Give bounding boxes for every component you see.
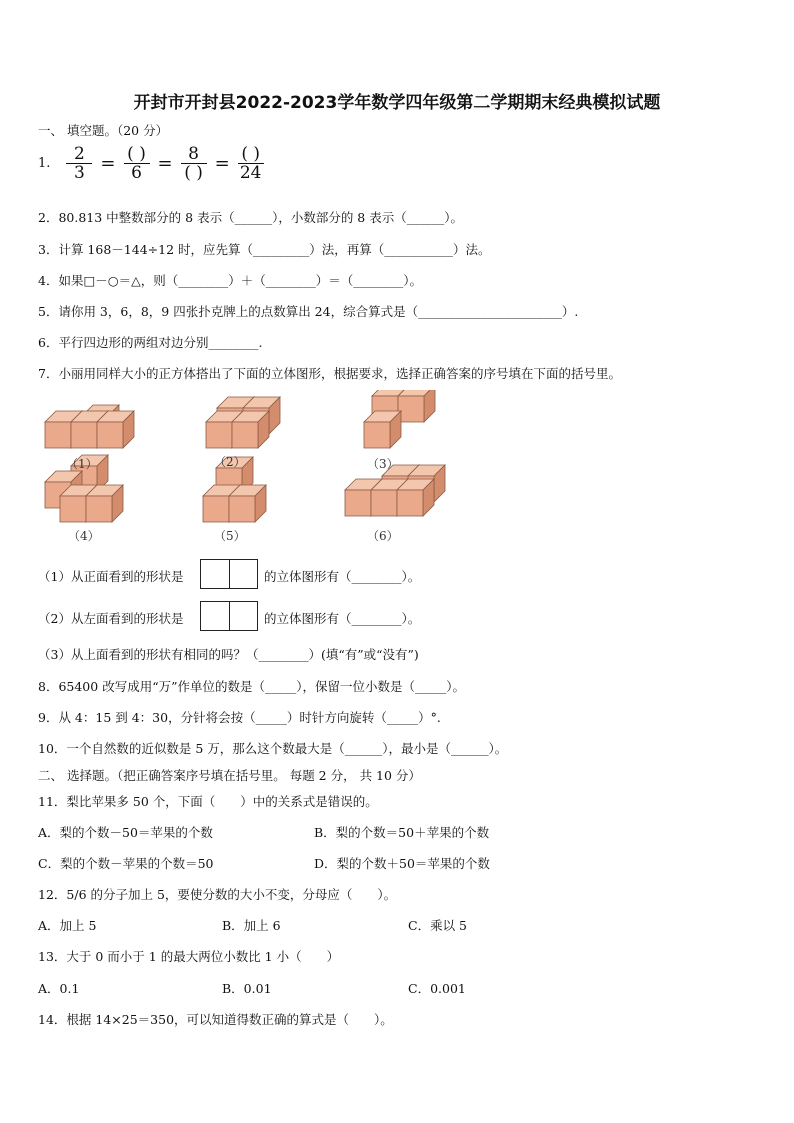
fraction-4: [238, 145, 264, 182]
question-7-2-prefix: （2）从左面看到的形状是: [38, 611, 184, 626]
figure-6-caption: （6）: [367, 529, 399, 543]
question-7-1-prefix: （1）从正面看到的形状是: [38, 569, 184, 584]
question-4: 4．如果□－○＝△，则（________）＋（________）＝（________）。: [38, 273, 423, 288]
fraction-2: [124, 145, 150, 182]
section-1-heading: 一、 填空题。（20 分）: [38, 123, 169, 138]
q13-option-c: C．0.001: [408, 981, 466, 996]
question-8: 8．65400 改写成用“万”作单位的数是（_____），保留一位小数是（_____）。: [38, 679, 465, 694]
front-view-shape: [200, 559, 258, 589]
figure-5-caption: （5）: [214, 529, 246, 543]
figure-1-caption: （1）: [66, 457, 98, 471]
question-5: 5．请你用 3，6，8，9 四张扑克牌上的点数算出 24，综合算式是（_______________________）.: [38, 304, 579, 319]
figure-2-caption: （2）: [214, 455, 246, 469]
question-11: 11．梨比苹果多 50 个，下面（ ）中的关系式是错误的。: [38, 794, 378, 809]
fig6-c2-front: [371, 490, 397, 516]
left-view-shape: [200, 601, 258, 631]
q11-option-c: C．梨的个数－苹果的个数＝50: [38, 856, 214, 871]
question-6: 6．平行四边形的两组对边分别________.: [38, 335, 263, 350]
question-13: 13．大于 0 而小于 1 的最大两位小数比 1 小（ ）: [38, 949, 340, 964]
question-1: [38, 145, 266, 182]
equals-sign: =: [100, 153, 116, 174]
fig1-c3-front: [97, 422, 123, 448]
fraction-4-numerator: ( ): [238, 145, 264, 164]
fraction-4-denominator: 24: [239, 163, 262, 183]
q12-option-c: C．乘以 5: [408, 918, 467, 933]
fig3-top2-side: [424, 390, 435, 422]
figure-4-caption: （4）: [68, 529, 100, 543]
fraction-2-numerator: ( ): [124, 145, 150, 164]
question-10: 10．一个自然数的近似数是 5 万，那么这个数最大是（______），最小是（______）。: [38, 741, 508, 756]
question-9: 9．从 4：15 到 4：30，分针将会按（_____）时针方向旋转（_____）°.: [38, 710, 441, 725]
fig1-c1-front: [45, 422, 71, 448]
fig4-c2-front: [60, 496, 86, 522]
question-7: 7．小丽用同样大小的正方体搭出了下面的立体图形，根据要求，选择正确答案的序号填在下面的括号里。: [38, 366, 621, 381]
question-7-3: （3）从上面看到的形状有相同的吗？（________）(填“有”或“没有”): [38, 647, 419, 662]
question-7-2-suffix: 的立体图形有（________）。: [264, 611, 421, 626]
q11-option-a: A．梨的个数－50＝苹果的个数: [38, 825, 213, 840]
question-12: 12．5/6 的分子加上 5，要使分数的大小不变，分母应（ ）。: [38, 887, 397, 902]
question-2: 2．80.813 中整数部分的 8 表示（______），小数部分的 8 表示（______）。: [38, 210, 463, 225]
question-14: 14．根据 14×25＝350，可以知道得数正确的算式是（ ）。: [38, 1012, 393, 1027]
q12-option-a: A．加上 5: [38, 918, 97, 933]
q11-option-b: B．梨的个数＝50＋苹果的个数: [314, 825, 490, 840]
fig2-c2-front: [232, 422, 258, 448]
fraction-3-numerator: 8: [181, 145, 207, 164]
fraction-3-denominator: ( ): [184, 163, 203, 183]
fig6-c3-front: [397, 490, 423, 516]
fig3-bottom-front: [364, 422, 390, 448]
q13-option-a: A．0.1: [38, 981, 80, 996]
fig5-c2-front: [229, 496, 255, 522]
question-3: 3．计算 168－144÷12 时，应先算（_________）法，再算（___________）法。: [38, 242, 491, 257]
q12-option-b: B．加上 6: [222, 918, 281, 933]
question-1-number: 1.: [38, 156, 51, 171]
q13-option-b: B．0.01: [222, 981, 272, 996]
figure-3-caption: （3）: [367, 457, 399, 471]
fraction-3: [181, 145, 207, 182]
fraction-1-denominator: 3: [73, 163, 85, 183]
section-2-heading: 二、 选择题。（把正确答案序号填在括号里。 每题 2 分， 共 10 分）: [38, 768, 421, 783]
fig2-c1-front: [206, 422, 232, 448]
fig1-c2-front: [71, 422, 97, 448]
question-7-1-suffix: 的立体图形有（________）。: [264, 569, 421, 584]
fig4-c3-front: [86, 496, 112, 522]
fraction-1-numerator: 2: [66, 145, 92, 164]
fig3-top2-front: [398, 396, 424, 422]
fraction-1: [66, 145, 92, 182]
fig6-c1-front: [345, 490, 371, 516]
fig5-c1-front: [203, 496, 229, 522]
equals-sign: =: [214, 153, 230, 174]
fraction-2-denominator: 6: [131, 163, 142, 183]
page-title: 开封市开封县2022-2023学年数学四年级第二学期期末经典模拟试题: [133, 93, 661, 113]
q11-option-d: D．梨的个数＋50＝苹果的个数: [314, 856, 490, 871]
equals-sign: =: [157, 153, 173, 174]
